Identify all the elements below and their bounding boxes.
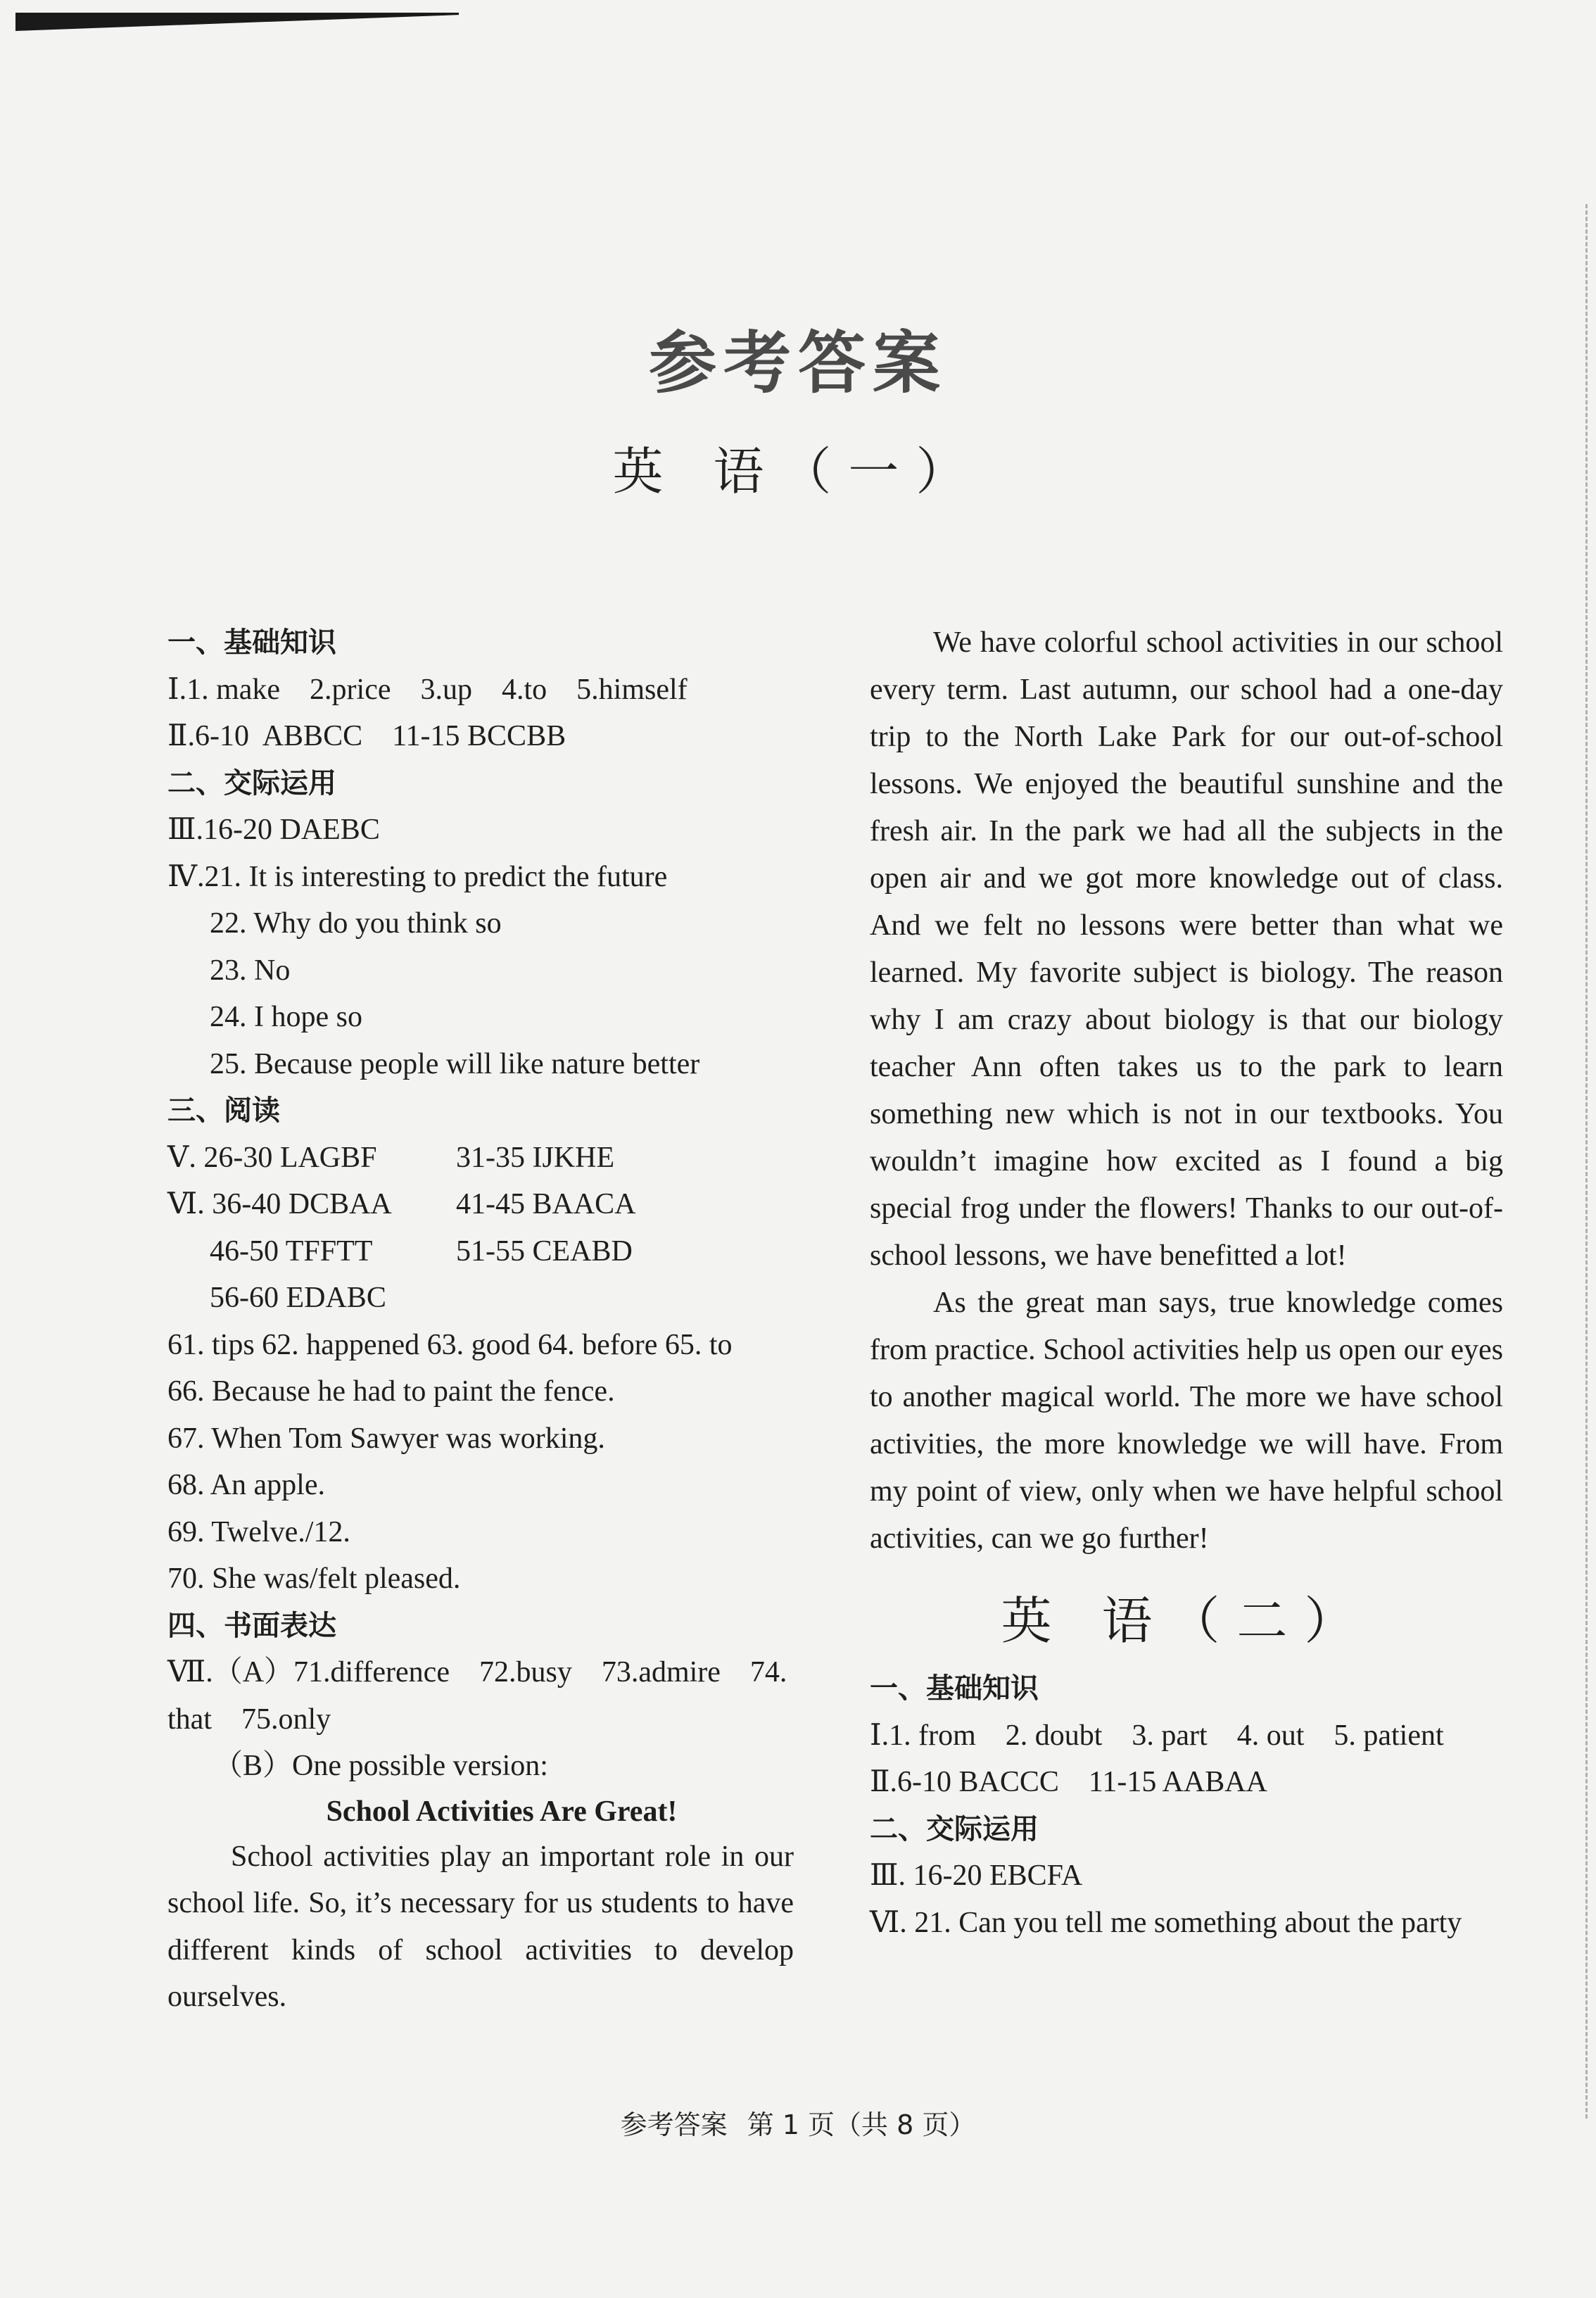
answer-line: 69. Twelve./12. bbox=[167, 1515, 350, 1548]
answer-cell: Ⅴ. 26-30 LAGBF bbox=[167, 1141, 377, 1174]
section-heading-communication: 二、交际运用 bbox=[167, 766, 336, 800]
essay-paragraph: School activities play an important role in our school life. So, it’s necessary for us students to have different kinds of school activities to develop ourselves. bbox=[167, 1840, 794, 2013]
answer-line: Ⅲ. 16-20 EBCFA bbox=[870, 1860, 1083, 1892]
answer-line: Ⅰ.1. from 2. doubt 3. part 4. out 5. patient bbox=[870, 1719, 1444, 1752]
section-title-english-2: 英 语（二） bbox=[1001, 1591, 1372, 1650]
answer-line: Ⅵ. 21. Can you tell me something about the party bbox=[870, 1906, 1462, 1939]
answer-row bbox=[167, 1135, 794, 1182]
answer-line: 24. I hope so bbox=[210, 1001, 362, 1033]
section-title-english-1: 英 语（一） bbox=[612, 442, 984, 501]
answer-line: 66. Because he had to paint the fence. bbox=[167, 1375, 615, 1408]
answer-row bbox=[167, 1228, 794, 1275]
answer-cell: 41-45 BAACA bbox=[456, 1188, 636, 1220]
answer-line: Ⅶ.（A）71.difference 72.busy 73.admire 74. bbox=[167, 1656, 787, 1688]
left-column bbox=[167, 619, 794, 2021]
answer-line: that 75.only bbox=[167, 1703, 331, 1736]
answer-line: （B）One possible version: bbox=[213, 1750, 548, 1782]
answer-line: 68. An apple. bbox=[167, 1469, 325, 1501]
top-edge-bar bbox=[15, 13, 459, 31]
answer-line: Ⅱ.6-10 ABBCC 11-15 BCCBB bbox=[167, 720, 566, 752]
section-heading-communication: 二、交际运用 bbox=[870, 1812, 1039, 1845]
answer-line: Ⅱ.6-10 BACCC 11-15 AABAA bbox=[870, 1766, 1267, 1798]
essay-paragraph: We have colorful school activities in our school every term. Last autumn, our school had a one-day trip to the North Lake Park for our out-of-school lessons. We enjoyed the beautiful sunshine and the fresh air. In the park we had all the subjects in the open air and we got more knowledge out of class. And we felt no lessons were better than what we learned. My favorite subject is biology. The reason why I am crazy about biology is that our biology teacher Ann often takes us to the park to learn something new which is not in our textbooks. You wouldn’t imagine how excited as I found a big special frog under the flowers! Thanks to our out-of-school lessons, we have benefitted a lot! bbox=[870, 626, 1503, 1272]
answer-line: 22. Why do you think so bbox=[210, 907, 502, 940]
essay-paragraph: As the great man says, true knowledge comes from practice. School activities help us open our eyes to another magical world. The more we have school activities, the more knowledge we will have. From my point of view, only when we have helpful school activities, can we go further! bbox=[870, 1287, 1503, 1555]
answer-line: 23. No bbox=[210, 954, 291, 987]
page-title: 参考答案 bbox=[649, 323, 947, 403]
footer-label: 参考答案 bbox=[620, 2109, 728, 2140]
section-heading-basic-knowledge: 一、基础知识 bbox=[870, 1672, 1039, 1705]
answer-row bbox=[167, 1181, 794, 1228]
answer-cell: 31-35 IJKHE bbox=[456, 1141, 615, 1174]
answer-line: 70. She was/felt pleased. bbox=[167, 1562, 461, 1595]
right-column bbox=[870, 619, 1503, 1946]
section-heading-writing: 四、书面表达 bbox=[167, 1609, 336, 1642]
answer-cell: Ⅵ. 36-40 DCBAA bbox=[167, 1188, 392, 1220]
footer-page-number: 第 1 页（共 8 页） bbox=[747, 2109, 976, 2140]
answer-line: Ⅰ.1. make 2.price 3.up 4.to 5.himself bbox=[167, 673, 688, 706]
answer-line: 67. When Tom Sawyer was working. bbox=[167, 1422, 605, 1455]
answer-cell: 51-55 CEABD bbox=[456, 1235, 633, 1268]
answer-line: 25. Because people will like nature better bbox=[210, 1047, 700, 1080]
answer-cell: 46-50 TFFTT bbox=[210, 1235, 373, 1268]
essay-title: School Activities Are Great! bbox=[326, 1795, 678, 1828]
section-heading-reading: 三、阅读 bbox=[167, 1094, 280, 1127]
answer-line: Ⅲ.16-20 DAEBC bbox=[167, 814, 380, 846]
answer-line: 56-60 EDABC bbox=[210, 1282, 386, 1314]
section-heading-basic-knowledge: 一、基础知识 bbox=[167, 626, 336, 659]
page-footer bbox=[0, 2103, 1596, 2142]
answer-line: 61. tips 62. happened 63. good 64. before 65. to bbox=[167, 1328, 733, 1361]
answer-line: Ⅳ.21. It is interesting to predict the future bbox=[167, 860, 668, 893]
